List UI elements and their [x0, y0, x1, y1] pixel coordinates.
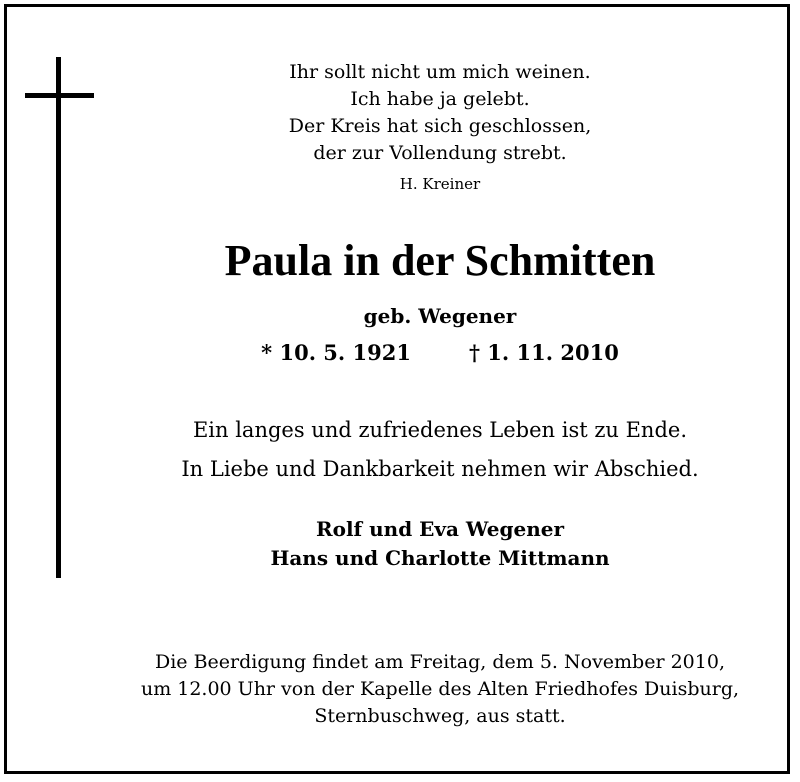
poem-line: Ihr sollt nicht um mich weinen. — [289, 61, 591, 83]
funeral-line: Sternbuschweg, aus statt. — [314, 705, 566, 727]
poem-line: der zur Vollendung strebt. — [313, 142, 567, 164]
mourner-name: Hans und Charlotte Mittmann — [270, 546, 610, 570]
poem-author: H. Kreiner — [399, 175, 481, 193]
poem-line: Der Kreis hat sich geschlossen, — [288, 115, 592, 137]
funeral-line: Die Beerdigung findet am Freitag, dem 5. November 2010, — [155, 651, 725, 673]
maiden-name: geb. Wegener — [363, 304, 517, 328]
mourner-name: Rolf und Eva Wegener — [315, 517, 564, 541]
poem-line: Ich habe ja gelebt. — [350, 88, 530, 110]
birth-date: * 10. 5. 1921 — [261, 340, 411, 365]
death-date: † 1. 11. 2010 — [469, 340, 619, 365]
message-line: In Liebe und Dankbarkeit nehmen wir Abschied. — [181, 457, 699, 481]
life-dates — [0, 339, 800, 367]
deceased-name: Paula in der Schmitten — [224, 236, 656, 285]
funeral-line: um 12.00 Uhr von der Kapelle des Alten Friedhofes Duisburg, — [140, 678, 740, 700]
message-line: Ein langes und zufriedenes Leben ist zu Ende. — [192, 418, 688, 442]
